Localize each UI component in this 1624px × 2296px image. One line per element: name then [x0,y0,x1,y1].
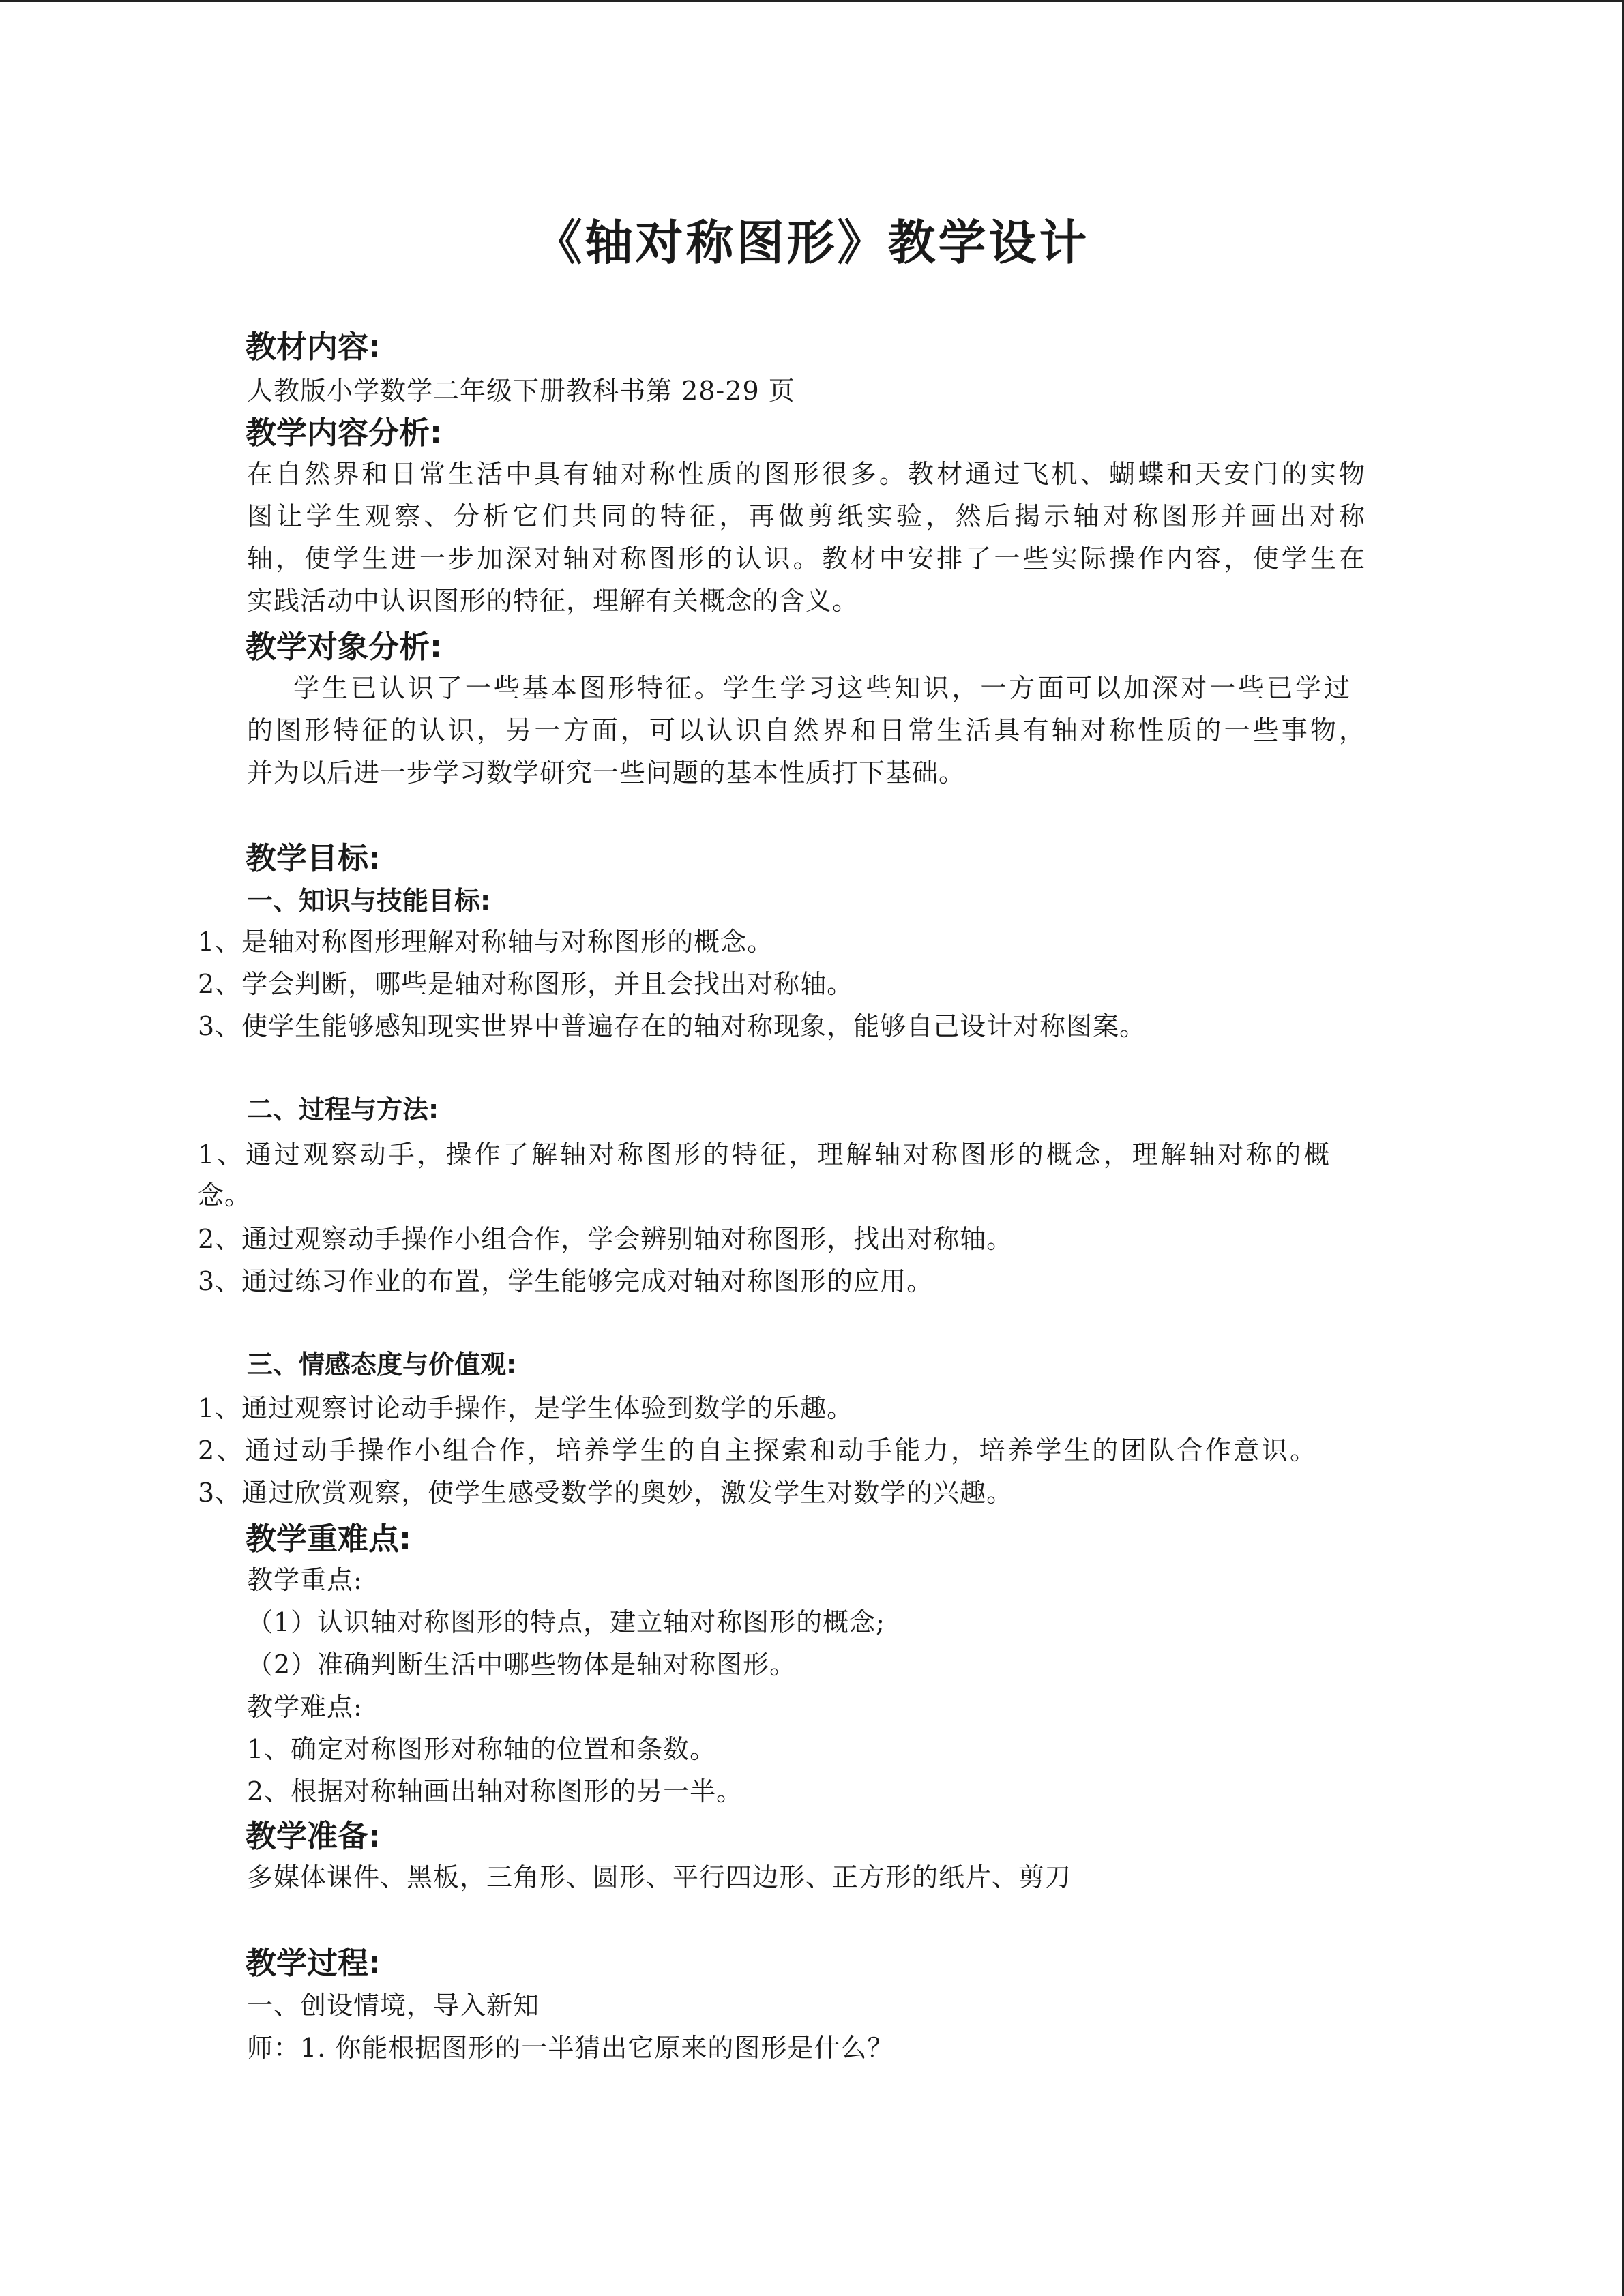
goal1-heading: 一、知识与技能目标: [247,886,491,916]
heading-preparation: 教学准备: [246,1818,381,1854]
goal1-item-1: 1、是轴对称图形理解对称轴与对称图形的概念。 [198,927,774,957]
goal2-item-3: 3、通过练习作业的布置，学生能够完成对轴对称图形的应用。 [198,1266,934,1296]
heading-audience-analysis: 教学对象分析: [246,629,442,665]
goal2-item-2: 2、通过观察动手操作小组合作，学会辨别轴对称图形，找出对称轴。 [198,1224,1014,1254]
key-focus-item-2: （2）准确判断生活中哪些物体是轴对称图形。 [247,1650,797,1680]
goal3-item-3: 3、通过欣赏观察，使学生感受数学的奥妙，激发学生对数学的兴趣。 [198,1478,1014,1508]
goal2-item-1-cont: 念。 [198,1180,252,1210]
process-step-1: 一、创设情境，导入新知 [247,1991,540,2021]
heading-material: 教材内容: [246,329,381,365]
goal2-item-1: 1、通过观察动手，操作了解轴对称图形的特征，理解轴对称图形的概念，理解轴对称的概 [198,1139,1330,1169]
document-title: 《轴对称图形》教学设计 [534,215,1090,271]
heading-content-analysis: 教学内容分析: [246,415,442,451]
goal2-heading: 二、过程与方法: [247,1094,439,1124]
goal1-item-3: 3、使学生能够感知现实世界中普遍存在的轴对称现象，能够自己设计对称图案。 [198,1011,1147,1041]
audience-line-1: 学生已认识了一些基本图形特征。学生学习这些知识，一方面可以加深对一些已学过 [293,673,1350,703]
heading-goals: 教学目标: [246,840,381,876]
heading-key-points: 教学重难点: [246,1521,411,1557]
goal3-item-2: 2、通过动手操作小组合作，培养学生的自主探索和动手能力，培养学生的团队合作意识。 [198,1435,1316,1465]
goal1-item-2: 2、学会判断，哪些是轴对称图形，并且会找出对称轴。 [198,969,854,999]
material-text: 人教版小学数学二年级下册教科书第 28-29 页 [247,376,795,406]
goal3-item-1: 1、通过观察讨论动手操作，是学生体验到数学的乐趣。 [198,1393,854,1423]
page-border-top [0,0,1624,2]
key-focus-item-1: （1）认识轴对称图形的特点，建立轴对称图形的概念; [247,1607,885,1637]
difficulty-item-1: 1、确定对称图形对称轴的位置和条数。 [247,1734,717,1764]
content-line-4: 实践活动中认识图形的特征，理解有关概念的含义。 [247,586,859,616]
audience-line-2: 的图形特征的认识，另一方面，可以认识自然界和日常生活具有轴对称性质的一些事物， [247,715,1365,745]
content-line-2: 图让学生观察、分析它们共同的特征，再做剪纸实验，然后揭示轴对称图形并画出对称 [247,501,1365,531]
heading-process: 教学过程: [246,1945,381,1981]
audience-line-3: 并为以后进一步学习数学研究一些问题的基本性质打下基础。 [247,758,966,788]
key-focus-label: 教学重点: [247,1565,363,1595]
preparation-text: 多媒体课件、黑板，三角形、圆形、平行四边形、正方形的纸片、剪刀 [247,1862,1072,1892]
goal3-heading: 三、情感态度与价值观: [247,1350,517,1380]
content-line-1: 在自然界和日常生活中具有轴对称性质的图形很多。教材通过飞机、蝴蝶和天安门的实物 [247,459,1365,489]
difficulty-label: 教学难点: [247,1692,363,1722]
process-teacher-question: 师：1. 你能根据图形的一半猜出它原来的图形是什么？ [247,2033,894,2063]
content-line-3: 轴，使学生进一步加深对轴对称图形的认识。教材中安排了一些实际操作内容，使学生在 [247,543,1365,573]
difficulty-item-2: 2、根据对称轴画出轴对称图形的另一半。 [247,1776,743,1806]
